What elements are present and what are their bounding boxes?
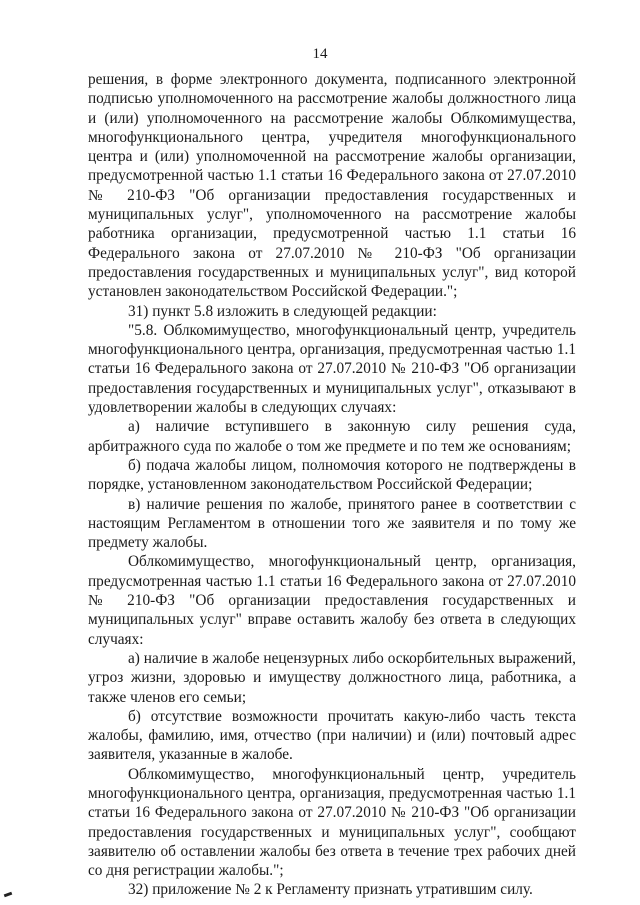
list-item: в) наличие решения по жалобе, принятого ранее в соответствии с настоящим Регламентом в отношении того же заявителя и по тому же предмету жалобы.	[88, 495, 576, 552]
list-item: б) отсутствие возможности прочитать какую-либо часть текста жалобы, фамилию, имя, отчество (при наличии) и (или) почтовый адрес заявителя, указанные в жалобе.	[88, 707, 576, 764]
document-body	[88, 70, 576, 900]
paragraph: решения, в форме электронного документа, подписанного электронной подписью уполномоченного на рассмотрение жалобы должностного лица и (или) уполномоченного на рассмотрение жалобы Облкомимущества, многофункционального центра, учредителя многофункционального центра и (или) уполномоченной на рассмотрение жалобы организации, предусмотренной частью 1.1 статьи 16 Федерального закона от 27.07.2010 № 210-ФЗ "Об организации предоставления государственных и муниципальных услуг", уполномоченного на рассмотрение жалобы работника организации, предусмотренной частью 1.1 статьи 16 Федерального закона от 27.07.2010 № 210-ФЗ "Об организации предоставления государственных и муниципальных услуг", вид которой установлен законодательством Российской Федерации.";	[88, 71, 576, 301]
list-item: а) наличие в жалобе нецензурных либо оскорбительных выражений, угроз жизни, здоровью и имуществу должностного лица, работника, а также членов его семьи;	[88, 649, 576, 706]
list-item: а) наличие вступившего в законную силу решения суда, арбитражного суда по жалобе о том же предмете и по тем же основаниям;	[88, 418, 576, 455]
page-number: 14	[312, 46, 328, 62]
paragraph-item-32: 32) приложение № 2 к Регламенту признать утратившим силу.	[128, 881, 533, 899]
paragraph-5-8: "5.8. Облкомимущество, многофункциональный центр, учредитель многофункционального центра, организация, предусмотренная частью 1.1 статьи 16 Федерального закона от 27.07.2010 № 210-ФЗ "Об организации предоставления государственных и муниципальных услуг", отказывают в удовлетворении жалобы в следующих случаях:	[88, 321, 576, 417]
scan-mark	[4, 892, 13, 898]
paragraph: Облкомимущество, многофункциональный центр, учредитель многофункционального центра, организация, предусмотренная частью 1.1 статьи 16 Федерального закона от 27.07.2010 № 210-ФЗ "Об организации предоставления государственных и муниципальных услуг", сообщают заявителю об оставлении жалобы без ответа в течение трех рабочих дней со дня регистрации жалобы.";	[88, 765, 576, 880]
list-item: б) подача жалобы лицом, полномочия которого не подтверждены в порядке, установленном законодательством Российской Федерации;	[88, 456, 576, 494]
paragraph-item-31: 31) пункт 5.8 изложить в следующей редакции:	[128, 302, 437, 320]
paragraph: Облкомимущество, многофункциональный центр, организация, предусмотренная частью 1.1 статьи 16 Федерального закона от 27.07.2010 № 210-ФЗ "Об организации предоставления государственных и муниципальных услуг" вправе оставить жалобу без ответа в следующих случаях:	[88, 553, 576, 648]
